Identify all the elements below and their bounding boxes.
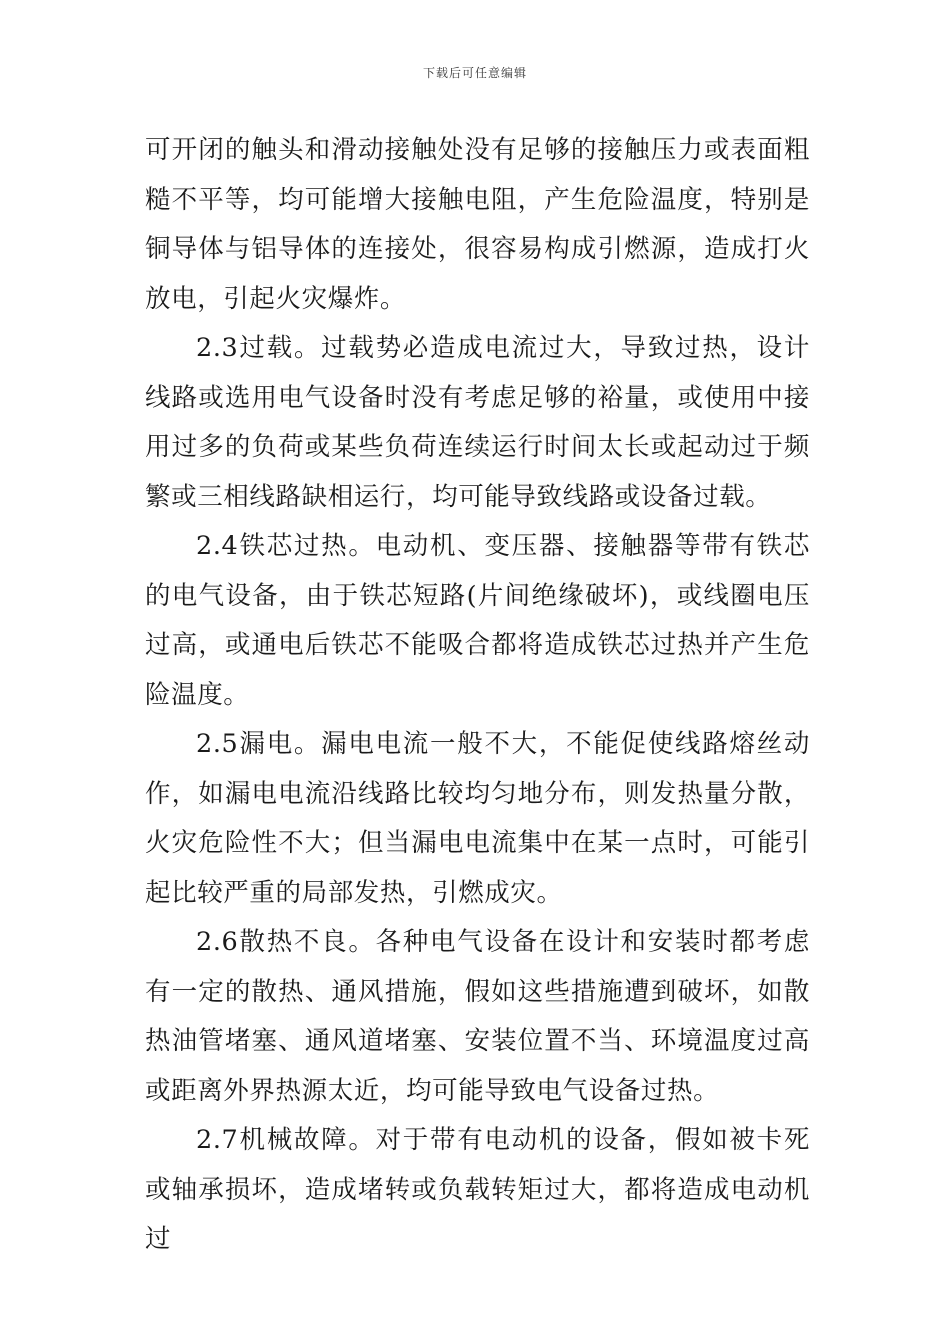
page-header: 下载后可任意编辑 (422, 66, 527, 80)
document-body (145, 126, 810, 1265)
paragraph-leakage: 2.5漏电。漏电电流一般不大，不能促使线路熔丝动作，如漏电电流沿线路比较均匀地分布，则发热量分散，火灾危险性不大；但当漏电电流集中在某一点时，可能引起比较严重的局部发热，引燃成灾。 (145, 729, 810, 908)
paragraph-core-overheating: 2.4铁芯过热。电动机、变压器、接触器等带有铁芯的电气设备，由于铁芯短路(片间绝缘破坏)，或线圈电压过高，或通电后铁芯不能吸合都将造成铁芯过热并产生危险温度。 (145, 531, 810, 710)
paragraph-contact-resistance: 可开闭的触头和滑动接触处没有足够的接触压力或表面粗糙不平等，均可能增大接触电阻，产生危险温度，特别是铜导体与铝导体的连接处，很容易构成引燃源，造成打火放电，引起火灾爆炸。 (145, 135, 810, 314)
paragraph-overload: 2.3过载。过载势必造成电流过大，导致过热，设计线路或选用电气设备时没有考虑足够的裕量，或使用中接用过多的负荷或某些负荷连续运行时间太长或起动过于频繁或三相线路缺相运行，均可能导致线路或设备过载。 (145, 333, 810, 512)
paragraph-poor-heat-dissipation: 2.6散热不良。各种电气设备在设计和安装时都考虑有一定的散热、通风措施，假如这些措施遭到破坏，如散热油管堵塞、通风道堵塞、安装位置不当、环境温度过高或距离外界热源太近，均可能导致电气设备过热。 (145, 927, 810, 1106)
paragraph-mechanical-fault: 2.7机械故障。对于带有电动机的设备，假如被卡死或轴承损坏，造成堵转或负载转矩过大，都将造成电动机过 (145, 1125, 810, 1254)
